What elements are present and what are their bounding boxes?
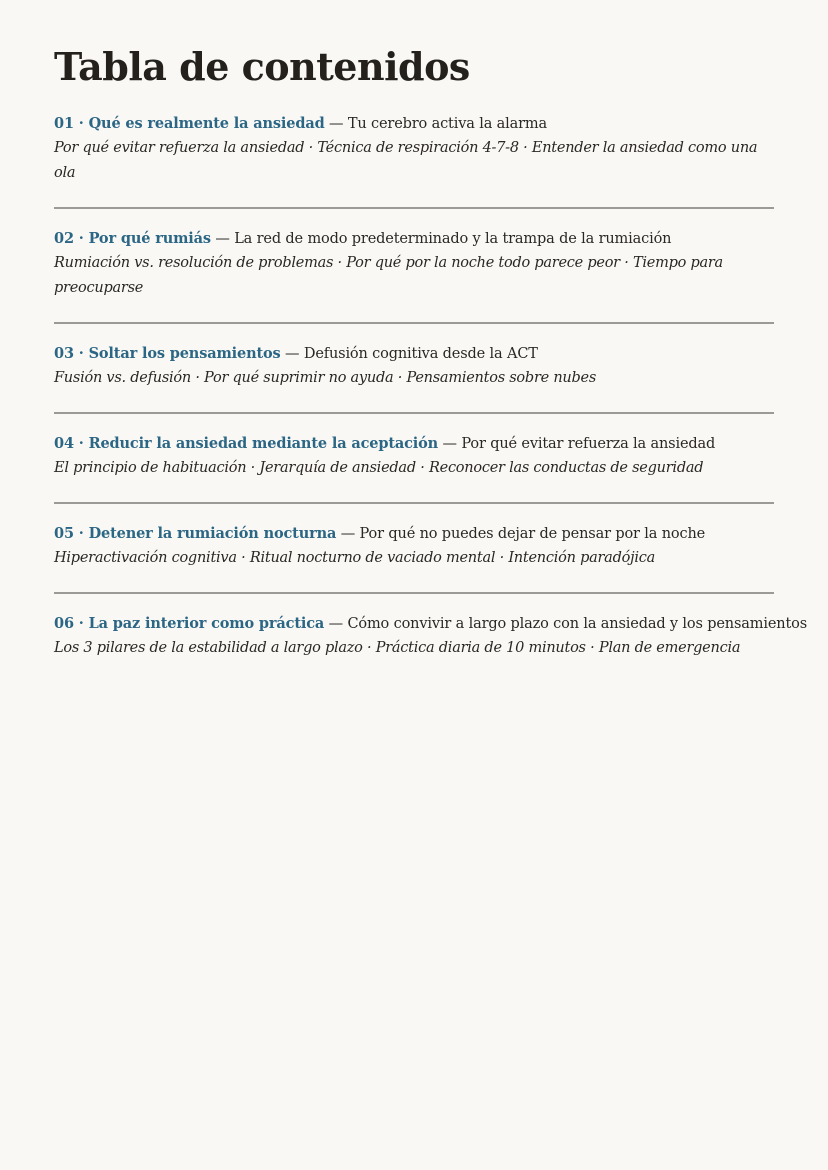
toc-entry-04 bbox=[54, 432, 774, 504]
chapter-link[interactable]: 01 · Qué es realmente la ansiedad bbox=[54, 115, 325, 132]
chapter-topics: Fusión vs. defusión · Por qué suprimir no ayuda · Pensamientos sobre nubes bbox=[54, 370, 597, 386]
toc-entry-05 bbox=[54, 522, 774, 594]
em-dash: — bbox=[324, 116, 348, 132]
toc-entry-header bbox=[54, 227, 774, 251]
toc-entry-header bbox=[54, 342, 774, 366]
chapter-description: Tu cerebro activa la alarma bbox=[347, 116, 548, 132]
toc-entry-06 bbox=[54, 612, 808, 682]
chapter-topics: Los 3 pilares de la estabilidad a largo plazo · Práctica diaria de 10 minutos · Plan de emergencia bbox=[54, 640, 741, 656]
chapter-topics: Rumiación vs. resolución de problemas · Por qué por la noche todo parece peor · Tiempo para preocuparse bbox=[54, 255, 723, 296]
chapter-description: Cómo convivir a largo plazo con la ansiedad y los pensamientos bbox=[347, 616, 808, 632]
chapter-description: Por qué evitar refuerza la ansiedad bbox=[461, 436, 716, 452]
chapter-description: Por qué no puedes dejar de pensar por la noche bbox=[359, 526, 706, 542]
chapter-link[interactable]: 06 · La paz interior como práctica bbox=[54, 615, 325, 632]
page-title: Tabla de contenidos bbox=[54, 44, 470, 89]
toc-entry-header bbox=[54, 112, 774, 136]
table-of-contents bbox=[54, 112, 808, 682]
toc-entry-03 bbox=[54, 342, 774, 414]
em-dash: — bbox=[324, 616, 348, 632]
toc-entry-header bbox=[54, 432, 774, 456]
chapter-topics: Por qué evitar refuerza la ansiedad · Técnica de respiración 4-7-8 · Entender la ansiedad como una ola bbox=[54, 140, 758, 181]
chapter-description: La red de modo predeterminado y la trampa de la rumiación bbox=[234, 231, 672, 247]
chapter-link[interactable]: 04 · Reducir la ansiedad mediante la aceptación bbox=[54, 435, 439, 452]
em-dash: — bbox=[280, 346, 304, 362]
em-dash: — bbox=[336, 526, 360, 542]
toc-entry-02 bbox=[54, 227, 774, 324]
chapter-topics: El principio de habituación · Jerarquía de ansiedad · Reconocer las conductas de seguridad bbox=[54, 460, 704, 476]
em-dash: — bbox=[438, 436, 462, 452]
chapter-link[interactable]: 03 · Soltar los pensamientos bbox=[54, 345, 281, 362]
toc-entry-01 bbox=[54, 112, 774, 209]
em-dash: — bbox=[210, 231, 235, 247]
toc-entry-header bbox=[54, 612, 808, 636]
chapter-description: Defusión cognitiva desde la ACT bbox=[303, 346, 538, 362]
chapter-topics: Hiperactivación cognitiva · Ritual nocturno de vaciado mental · Intención paradójica bbox=[54, 550, 655, 566]
toc-entry-header bbox=[54, 522, 774, 546]
chapter-link[interactable]: 02 · Por qué rumiás bbox=[54, 230, 211, 247]
chapter-link[interactable]: 05 · Detener la rumiación nocturna bbox=[54, 525, 337, 542]
